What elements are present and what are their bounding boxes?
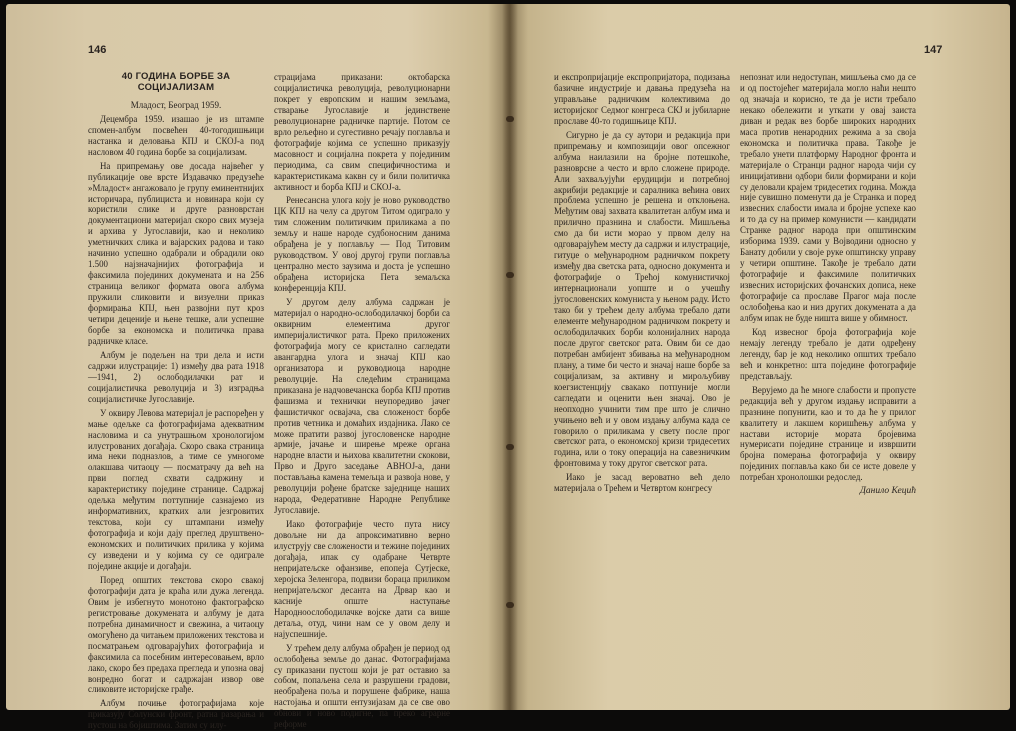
left-column-2	[274, 72, 450, 730]
paragraph: Ренесансна улога коју је ново руководство ЦК КПЈ на челу са другом Титом одиграло у тим сложеним политичким приликама а по земљу и наше народе судбоносним данима обрађена је у поглављу — Под Титовим руководством. У овој другој групи поглавља централно место заузима и доста је успешно обрађена историјска Пета земаљска конференција КПЈ.	[274, 195, 450, 294]
paragraph: Албум је подељен на три дела и исти садржи илустрације: 1) између два рата 1918—1941, 2) ослободилачки рат и социјалистичка револуција и 3) изградња социјалистичке Југославије.	[88, 349, 264, 404]
right-column-1	[554, 72, 730, 674]
paragraph: Албум почиње фотографијама које приказују Солунски фронт, ратна разарања и пустош на бојиштима. Затим су илу-	[88, 698, 264, 731]
paragraph: Сигурно је да су аутори и редакција при припремању и композицији овог опсежног албума наилазили на бројне потешкоће, разноврсне а често и врло сложене природе. Али захваљујући ерудицији и потребној акрибији редакције и саралника већина ових проблема успешно је решена и отклоњена. Међутим овај захвата квалитетан албум има и прилично празнина и слабости. Мишљења смо да би исти морао у првом делу на одговарајућем месту да садржи и илустрације, гитуџе о међународном радничком покрету између два светска рата, односно документа и фотографије о Трећој комунистичкој интернационали уопште и о учешћу југословенских комуниста у њеном раду. Исто тако би у трећем делу албума требало дати елементе међународном радничком покрету и ослободилачких борби колонијалних народа после другог светског рата. Овим би се дао потребан амбијент збивања на међународном плану, а тиме би често и значај наше борбе за социјализам, за активну и мирољубиву коегзистенцију свакако потпуније могли сагледати и оценити њен значај. Ово је неопходно учинити тим пре што је слично учињено већ и у овом издању албума када се говорило о приликама у свету после прог светског рата, о економској кризи тридесетих година, или о току операција на савезничким фронтовима у току другог светског рата.	[554, 129, 730, 469]
paragraph: Иако фотографије често пута нису довољне ни да апроксимативно верно илуструју све сложености и тежине појединих догађаја, ипак су одабране Четврте непријатељске офанзиве, епопеја Сутјеске, херојска Зеленгора, подвизи бораца приликом непријатељског десанта на Дрвар као и касније опште наступање Народноослободилачке војске дати са више детаља, отуд, чини нам се у овом делу и најуспешније.	[274, 519, 450, 639]
paragraph: У трећем делу албума обрађен је период од ослобођења земље до данас. Фотографијама су приказани пустош који је рат оставио за собом, попаљена села и разрушени градови, необрађена поља и порушене фабрике, наша настојања и општи ентузијазам да се све ово обнови и ново подигне, па преко аграрне реформе	[274, 642, 450, 730]
book-spread	[6, 4, 1010, 731]
paragraph: У другом делу албума садржан је материјал о народно-ослободилачкој борби са оквирним елементима другог империјалистичког рата. Преко приложених фотографија могу се кристално сагледати авангардна улога и значај КПЈ као организатора и руководиоца народне револуције. На следећим страницама приказана је надчовечанска борба КПЈ против фашизма и технички неупоредиво јачег фашистичког освајача, сва сложеност борбе против четника и домаћих издајника. Лако се може пратити развој југословенске народне армије, јачање и ширење мреже органа народне власти и њихова квалитетни скокови, Прво и Друго заседање АВНОЈ-а, дани постављања камена темељца и развоја нове, у револуцији рођене братске заједнице наших народа, Федеративне Народне Републике Југославије.	[274, 297, 450, 516]
article-title: 40 ГОДИНА БОРБЕ ЗА СОЦИЈАЛИЗАМ	[121, 71, 231, 93]
binding-stitch	[506, 116, 514, 122]
left-column-1	[88, 71, 264, 731]
binding-stitch	[506, 444, 514, 450]
paragraph: и експропријације експропријатора, подизања базичне индустрије и давања предузећа на управљање радничким колективима до историјског Седмог конгреса СКЈ и јубиларне прославе 40-то годишњице КПЈ.	[554, 72, 730, 126]
paragraph: У оквиру Левова материјал је распоређен у мање одељке са фотографијама адекватним насловима и са унутрашњом хронологијом илустрованих догађаја. Скоро свака страница има неки подназлов, а тиме се умногоме олакшава читаоцу — посматрачу да већ на први поглед схвати садржину и карактеристику поједине странице. Садржај одељка међутим поттупније сазнајемо из информативних, кратких али језгровитих текстова, који су штампани између фотографија и који дају преглед друштвено-економских и политичких прилика у којима су изведени и у којима су се одиграле поједине акције и догађаји.	[88, 407, 264, 571]
paragraph: непознат или недоступан, мишљења смо да се и од постојећег материјала могло наћи нешто од значаја и корисно, те да је исти требало некако обележити и уткати у овај заиста диван и редак вез борбе широких народних маса против ненародних режима а за своја економска и политичка права. Такође је требало унети платформу Народног фронта и материјале о Странци радног народа чији су иницијативни одбори били формирани и који су деловали крајем тридесетих година. Можда није сувишно поменути да је Странка и поред извесних слабости имала и бројне успехе као и то да су на пример комунисти — кандидати Странке радног народа при општинским изборима 1939. сами у Војводини односно у Банату добили у своје руке општинску управу у четири општине. Такође је требало дати фотографије и факсимиле политичких извесних историјских фочанских дописа, неке фотографије са прославе Прагог маја после ослобођења као и низ других докумената а да албум ипак не буде ништа више у обимност.	[740, 72, 916, 323]
paragraph: страцијама приказани: октобарска социјалистичка револуција, револуционарни покрет у европским и нашим земљама, стварање Југославије и јединствене револуционарне радничке партије. Потом се врло рељефно и сугестивно речају поглавља и фотографије којима се успешно приказују масовност и социјална покрета у појединим периодима, са свим специфичностима и карактеристикама каквн су и били политичка активност и борба КПЈ и СКОЈ-а.	[274, 72, 450, 192]
article-subtitle: Младост, Београд 1959.	[130, 99, 222, 110]
binding-stitch	[506, 602, 514, 608]
paragraph: Верујемо да ће многе слабости и пропусте редакција већ у другом издању исправити а празнине попунити, као и то да ће у прилог квалитету и лакшем коришћењу албума у настави историје мората бројевима нумерисати поједине странице и извршити бројна померања фотографија у оквиру појединих поглавља како би се исте довеле у потребан хронолошки редослед.	[740, 384, 916, 483]
paragraph: Иако је засад вероватно већ дело материјала о Трећем и Четвртом конгресу	[554, 472, 730, 494]
paragraph: Поред општих текстова скоро свакој фотографији дата је краћа или дужа легенда. Овим је избегнуто монотоно фактографско регистровање докумената и албуму је дата потребна динамичност и свежина, а читаоцу омогућено да читањем приложених текстова и посматрањем одговарајућих фотографија и факсимила са посебним интересовањем, врло лако, скоро без предаха прегледа и упозна овај вонредно богат и садржајан извор ове сликовите историјске грађе.	[88, 574, 264, 695]
left-page-number: 146	[88, 44, 107, 56]
paragraph: Код извесног броја фотографија које немају легенду требало је дати одређену легенду, бар је код неколико општих требало већ и конкретно: шта поједине фотографије представљају.	[740, 326, 916, 381]
author-signature: Данило Кецић	[859, 486, 916, 497]
paragraph: На припремању ове досада највећег у публикације ове врсте Издавачко предузеће »Младост« ангажовало је групу еминентнијих историчара, публициста и новинара који су користили слике и друге разноврстан документациони материјал скоро свих музеја и архива у Југославији, као и неколико уметничких слика и вајарских радова и тако начинио успешно одабрали и обрадили око 1.500 најзначајнијих фотографија и факсимила појединих докумената и на 256 страница великог формата овога албума пружили сликовити и визуелни приказ формирања КПЈ, њен развојни пут кроз четири деценије и њене тешке, али успешне борбе за економска и политичка права радничке класе.	[88, 160, 264, 346]
paragraph: Децембра 1959. изашао је из штампе спомен-албум посвећен 40-тогодишњици настанка и деловања КПЈ и СКОЈ-а под насловом 40 година борбе за социјализам.	[88, 113, 264, 157]
right-page-number: 147	[924, 44, 943, 56]
binding-stitch	[506, 272, 514, 278]
right-column-2	[740, 72, 916, 674]
